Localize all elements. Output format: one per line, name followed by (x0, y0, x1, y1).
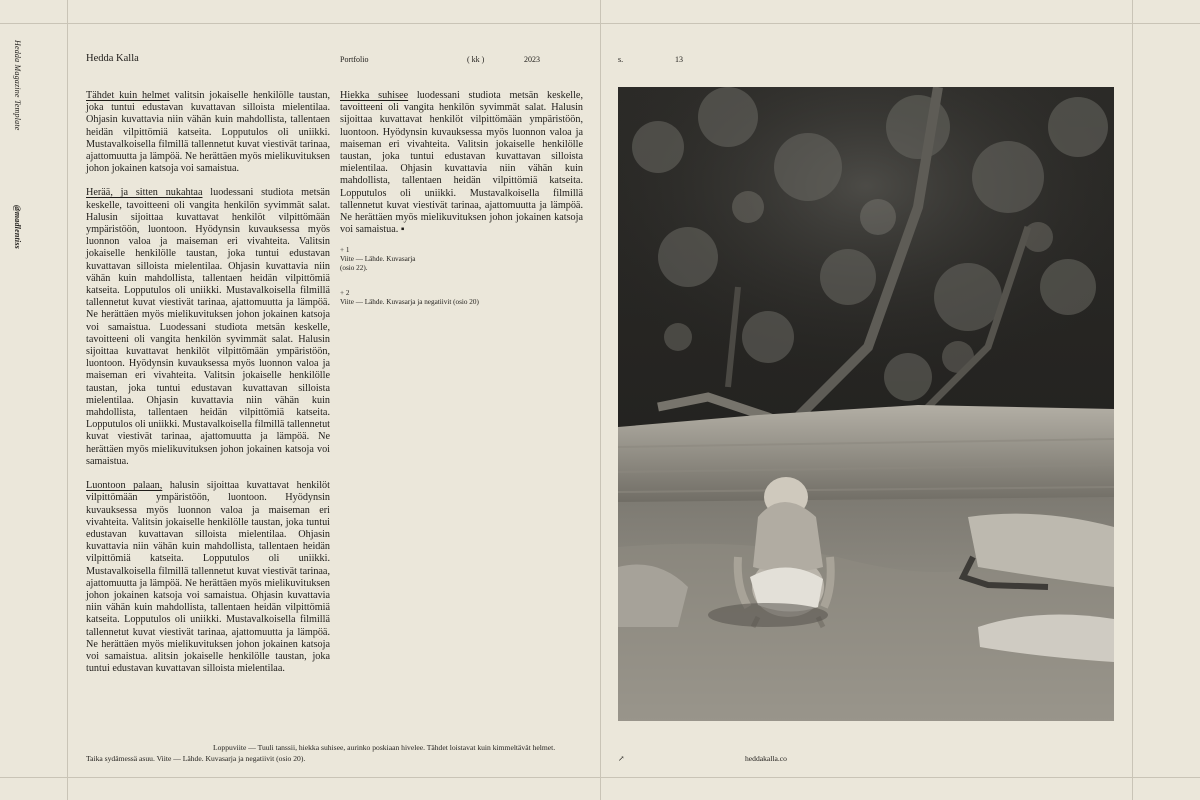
paragraph-lead: Herää, ja sitten nukahtaa (86, 187, 203, 199)
arrow-link-icon[interactable]: ↗ (618, 754, 625, 763)
spread-gutter-line (600, 0, 601, 800)
paragraph-text: valitsin jokaiselle henkilölle taustan, joka tuntui edustavan kuvattavan silloista mielentilaa. Ohjasin kuvattavia niin vähän kuin mahdollista, tallentaen heidän vilpittömiä katseita. Lopputulos oli uniikki. Mustavalkoisella filmillä tallennetut kuvat viestivät tarinaa, ajattomuutta ja lämpöä. Ne herättäen myös mielikuvituksen johon jokainen katsoja voi samaistua. (86, 90, 330, 175)
footer-endnote-line-1: Loppuviite — Tuuli tanssii, hiekka suhisee, aurinko poskiaan hivelee. Tähdet loistavat kuin kimmeltävät helmet. (213, 743, 556, 752)
paragraph-text: halusin sijoittaa kuvattavat henkilöt vilpittömään ympäristöön, luontoon. Hyödynsin kuvauksessa myös luonnon valoa ja maiseman eri vivahteita. Valitsin jokaiselle henkilölle taustan, joka tuntui edustavan kuvattavan silloista mielentilaa. Ohjasin kuvattavia niin vähän kuin mahdollista, tallentaen heidän vilpittömiä katseita. Lopputulos oli uniikki. Mustavalkoisella filmillä tallennetut kuvat viestivät tarinaa, ajattomuutta ja lämpöä. Ne herättäen myös mielikuvituksen johon jokainen katsoja voi samaistua. Ohjasin kuvattavia niin vähän kuin mahdollista, tallentaen heidän vilpittömiä katseita. Lopputulos oli uniikki. Mustavalkoisella filmillä tallennetut kuvat viestivät tarinaa, ajattomuutta ja lämpöä. Ne herättäen myös mielikuvituksen johon jokainen katsoja voi samaistua. alitsin jokaiselle henkilölle taustan, joka tuntui edustavan kuvattavan silloista mielentilaa. (86, 480, 330, 675)
footnote-text: Viite — Lähde. Kuvasarja ja negatiivit (osio 20) (340, 298, 479, 306)
footnote-text: Viite — Lähde. Kuvasarja (340, 255, 416, 263)
header-page-number: 13 (675, 55, 683, 64)
paragraph-text: luodessani studiota metsän keskelle, tavoitteeni oli vangita henkilön syvimmät salat. Halusin sijoittaa kuvattavat henkilöt vilpittömään ympäristöön, luontoon. Hyödynsin kuvauksessa myös luonnon valoa ja maiseman eri vivahteita. Valitsin jokaiselle henkilölle taustan, joka tuntui edustavan kuvattavan silloista mielentilaa. Ohjasin kuvattavia niin vähän kuin mahdollista, tallentaen heidän vilpittömiä katseita. Lopputulos oli uniikki. Mustavalkoisella filmillä tallennetut kuvat viestivät tarinaa, ajattomuutta ja lämpöä. Ne herättäen myös mielikuvituksen johon jokainen katsoja voi samaistua. (340, 90, 583, 236)
paragraph-lead: Tähdet kuin helmet (86, 90, 170, 101)
body-column-2 (340, 90, 583, 248)
website-link[interactable]: heddakalla.co (745, 754, 787, 763)
margin-line-top (0, 23, 1200, 24)
header-abbr: ( kk ) (467, 55, 485, 64)
end-mark-icon: ▪ (400, 224, 405, 236)
footnote-marker: + 2 (340, 289, 350, 297)
header-section: Portfolio (340, 55, 369, 64)
margin-line-left (67, 0, 68, 800)
side-template-label: Hedda Magazine Template (13, 40, 22, 131)
paragraph (86, 90, 330, 175)
footnote-marker: + 1 (340, 246, 350, 254)
side-handle: @madlentiss (13, 205, 22, 249)
footnote-1 (340, 246, 415, 273)
body-column-1 (86, 90, 330, 687)
footer-endnote-line-2: Taika sydämessä asuu. Viite — Lähde. Kuvasarja ja negatiivit (osio 20). (86, 754, 306, 763)
header-year: 2023 (524, 55, 540, 64)
author-name: Hedda Kalla (86, 53, 139, 64)
header-page-label: s. (618, 55, 624, 64)
beach-photo (618, 87, 1114, 721)
margin-line-right (1132, 0, 1133, 800)
paragraph-lead: Luontoon palaan, (86, 480, 163, 492)
paragraph (340, 90, 583, 236)
paragraph-lead: Hiekka suhisee (340, 90, 409, 101)
footnote-2 (340, 289, 479, 307)
footnote-extra: (osio 22). (340, 264, 368, 272)
paragraph (86, 187, 330, 468)
margin-line-bottom (0, 777, 1200, 778)
paragraph (86, 480, 330, 675)
paragraph-text: luodessani studiota metsän keskelle, tavoitteeni oli vangita henkilön syvimmät salat. Halusin sijoittaa kuvattavat henkilöt vilpittömään ympäristöön, luontoon. Hyödynsin kuvauksessa myös luonnon valoa ja maiseman eri vivahteita. Valitsin jokaiselle henkilölle taustan, joka tuntui edustavan kuvattavan silloista mielentilaa. Ohjasin kuvattavia niin vähän kuin mahdollista, tallentaen heidän vilpittömiä katseita. Lopputulos oli uniikki. Mustavalkoisella filmillä tallennetut kuvat viestivät tarinaa, ajattomuutta ja lämpöä. Ne herättäen myös mielikuvituksen johon jokainen katsoja voi samaistua. Luodessani studiota metsän keskelle, tavoitteeni oli vangita henkilön syvimmät salat. Halusin sijoittaa kuvattavat henkilöt vilpittömään ympäristöön, luontoon. Hyödynsin kuvauksessa myös luonnon valoa ja maiseman eri vivahteita. Valitsin jokaiselle henkilölle taustan, joka tuntui edustavan kuvattavan silloista mielentilaa. Ohjasin kuvattavia niin vähän kuin mahdollista, tallentaen heidän vilpittömiä katseita. Lopputulos oli uniikki. Mustavalkoisella filmillä tallennetut kuvat viestivät tarinaa, ajattomuutta ja lämpöä. Ne herättäen myös mielikuvituksen johon jokainen katsoja voi samaistua. (86, 187, 330, 467)
